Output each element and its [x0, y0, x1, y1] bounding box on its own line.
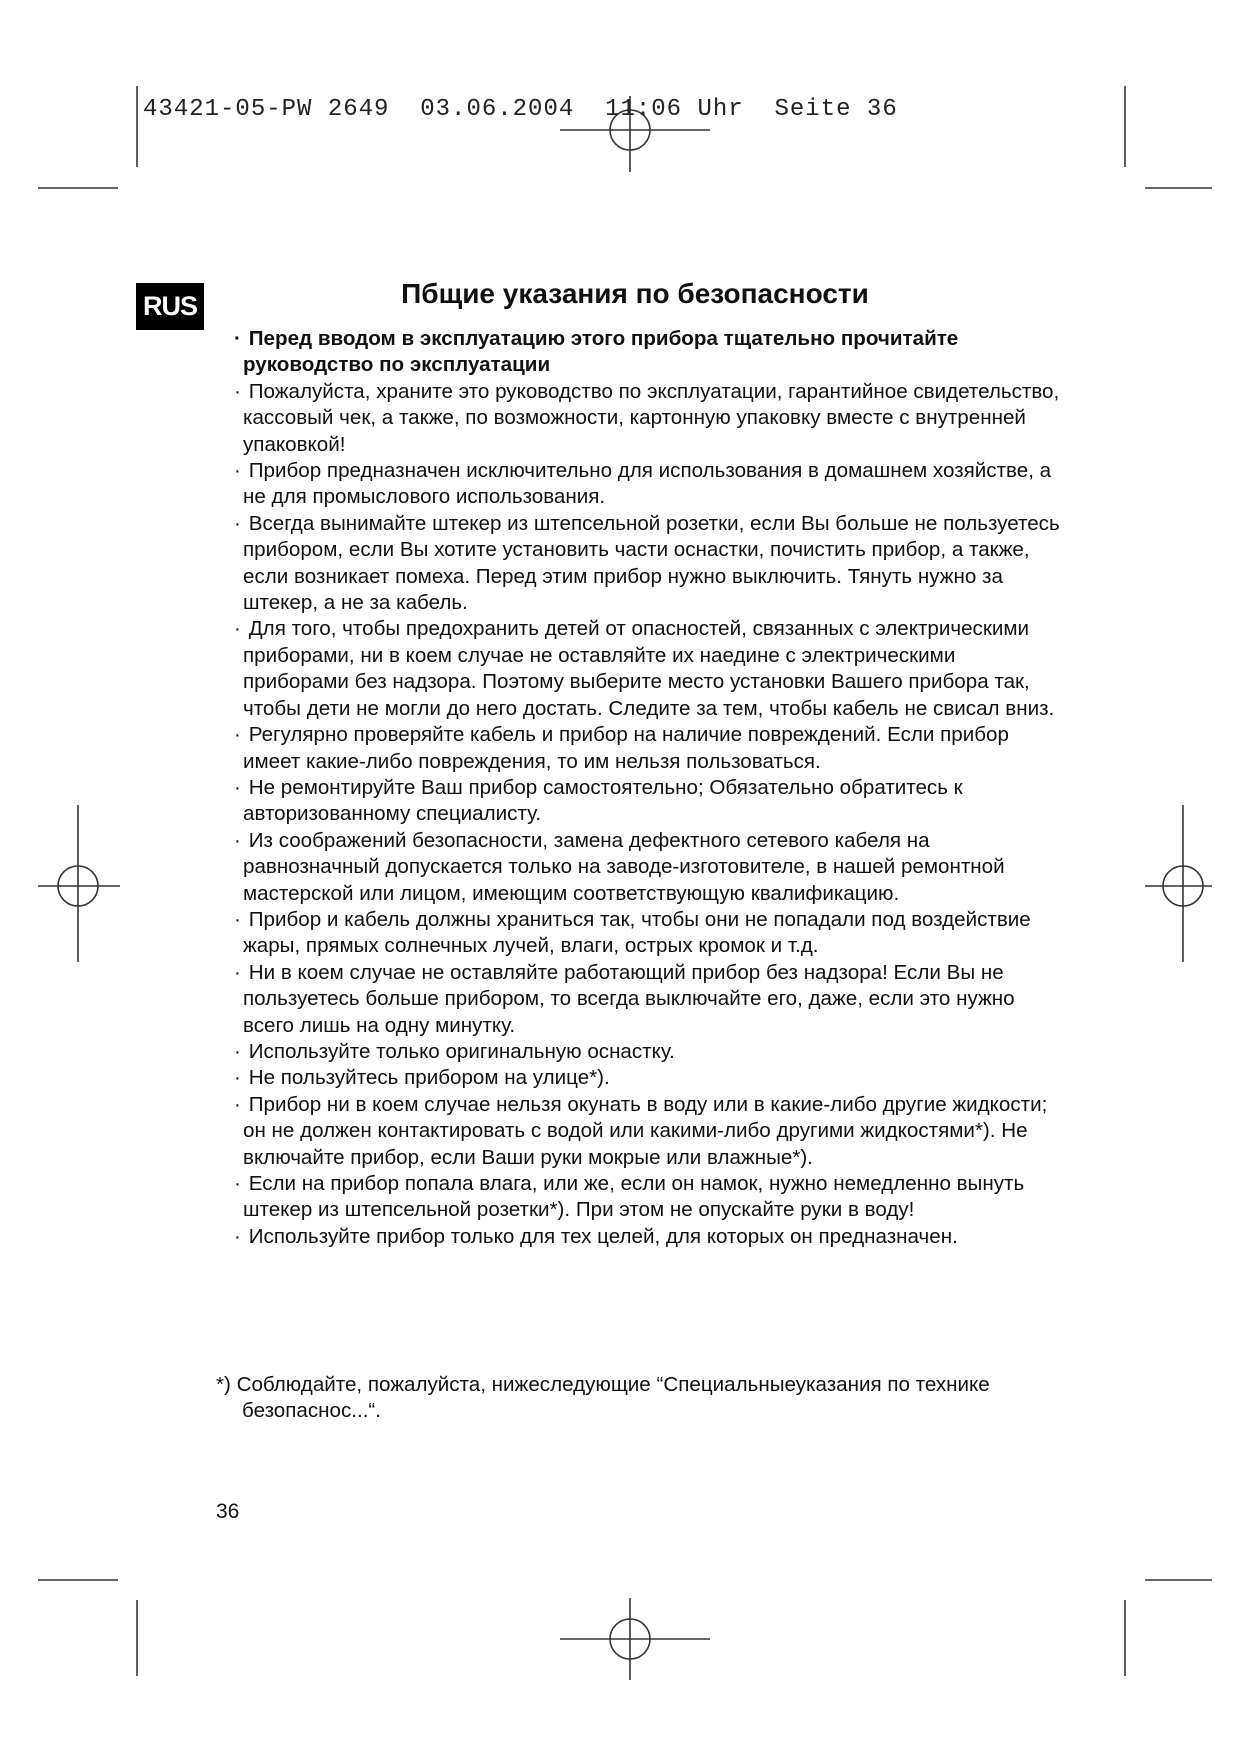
- list-item-text: Не пользуйтесь прибором на улице*).: [248, 1066, 610, 1090]
- bullet: ·: [234, 511, 241, 535]
- list-item: [218, 511, 1066, 617]
- list-item: [218, 1065, 1066, 1091]
- list-item: [218, 1092, 1066, 1171]
- list-item-text: Для того, чтобы предохранить детей от опасностей, связанных с электрическими приборами, ни в коем случае не оставляйте их наедине с электрическими приборами без надзора. Поэтому выберите место установки Вашего прибора так, чтобы дети не могли до него достать. Следите за тем, чтобы кабель не свисал вниз.: [243, 617, 1055, 720]
- footnote: *) Соблюдайте, пожалуйста, нижеследующие “Специальныеуказания по технике безопаснос...“.: [216, 1373, 990, 1423]
- list-item-text: Если на прибор попала влага, или же, если он намок, нужно немедленно вынуть штекер из штепсельной розетки*). При этом не опускайте руки в воду!: [243, 1172, 1025, 1222]
- list-item: [218, 907, 1066, 960]
- list-item-text: Всегда вынимайте штекер из штепсельной розетки, если Вы больше не пользуетесь прибором, если Вы хотите установить части оснастки, почистить прибор, а также, если возникает помеха. Перед этим прибор нужно выключить. Тянуть нужно за штекер, а не за кабель.: [243, 511, 1060, 615]
- list-item-text: Пожалуйста, храните это руководство по эксплуатации, гарантийное свидетельство, кассовый чек, а также, по возможности, картонную упаковку вместе с внутренней упаковкой!: [243, 379, 1060, 456]
- bullet: ·: [234, 960, 241, 984]
- list-item: [218, 616, 1066, 722]
- list-item: [218, 326, 1066, 379]
- list-item-text: Прибор и кабель должны храниться так, чтобы они не попадали под воздействие жары, прямых солнечных лучей, влаги, острых кромок и т.д.: [243, 907, 1031, 958]
- list-item-text: Ни в коем случае не оставляйте работающий прибор без надзора! Если Вы не пользуетесь больше прибором, то всегда выключайте его, даже, если это нужно всего лишь на одну минутку.: [243, 960, 1015, 1037]
- page-number: 36: [216, 1500, 240, 1523]
- list-item: [218, 379, 1066, 458]
- list-item-text: Используйте только оригинальную оснастку.: [248, 1039, 675, 1063]
- list-item: [218, 828, 1066, 907]
- bullet: ·: [234, 723, 241, 747]
- language-badge: RUS: [136, 283, 204, 330]
- bullet: ·: [234, 1092, 241, 1116]
- print-slug-line: 43421-05-PW 2649 03.06.2004 11:06 Uhr Seite 36: [143, 96, 898, 123]
- page-title: Пбщие указания по безопасности: [401, 278, 869, 309]
- list-item-text: Не ремонтируйте Ваш прибор самостоятельно; Обязательно обратитесь к авторизованному специалисту.: [243, 775, 963, 826]
- list-item: [218, 1171, 1066, 1224]
- list-item: [218, 458, 1066, 511]
- list-item-text: Прибор ни в коем случае нельзя окунать в воду или в какие-либо другие жидкости; он не должен контактировать с водой или какими-либо другими жидкостями*). Не включайте прибор, если Ваши руки мокрые или влажные*).: [243, 1092, 1048, 1169]
- list-item: [218, 1224, 1066, 1250]
- bullet: ·: [234, 1172, 241, 1195]
- list-item-text: Используйте прибор только для тех целей, для которых он предназначен.: [248, 1224, 958, 1248]
- bullet: ·: [234, 327, 241, 350]
- list-item: [218, 775, 1066, 828]
- bullet: ·: [234, 1224, 241, 1248]
- bullet: ·: [234, 379, 241, 403]
- list-item-text: Перед вводом в эксплуатацию этого прибора тщательно прочитайте руководство по эксплуатации: [243, 327, 959, 377]
- safety-instructions-list: [218, 326, 1066, 1250]
- list-item: [218, 1039, 1066, 1065]
- list-item-text: Регулярно проверяйте кабель и прибор на наличие повреждений. Если прибор имеет какие-либо повреждения, то им нельзя пользоваться.: [243, 723, 1009, 773]
- list-item-text: Из соображений безопасности, замена дефектного сетевого кабеля на равнозначный допускается только на заводе-изготовителе, в нашей ремонтной мастерской или лицом, имеющим соответствующую квалификацию.: [243, 828, 1005, 905]
- list-item: [218, 960, 1066, 1039]
- list-item-text: Прибор предназначен исключительно для использования в домашнем хозяйстве, а не для промыслового использования.: [243, 459, 1052, 509]
- bullet: ·: [234, 1039, 241, 1063]
- bullet: ·: [234, 617, 241, 641]
- bullet: ·: [234, 775, 241, 799]
- list-item: [218, 722, 1066, 775]
- bullet: ·: [234, 907, 241, 931]
- bullet: ·: [234, 459, 241, 483]
- bullet: ·: [234, 1066, 241, 1090]
- bullet: ·: [234, 828, 241, 852]
